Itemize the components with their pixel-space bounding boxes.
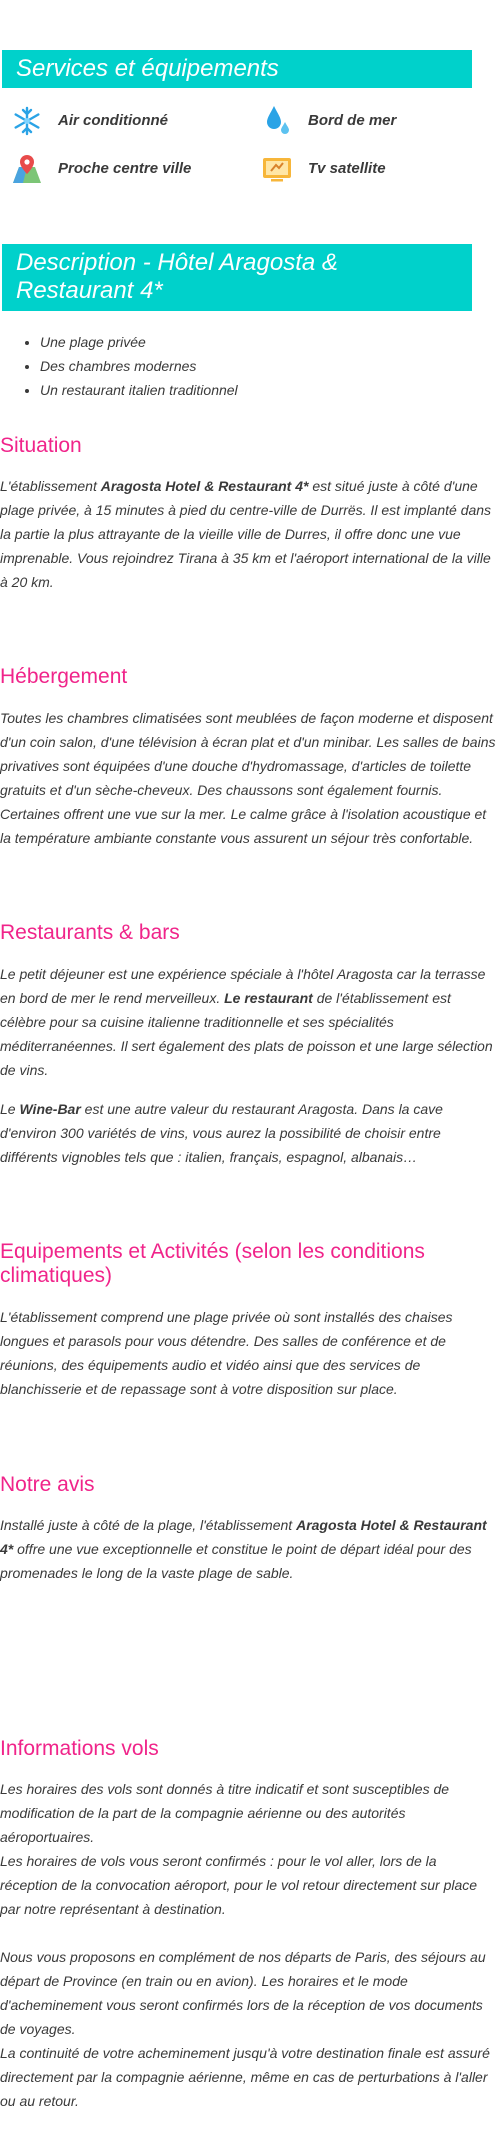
vols-text-2: Les horaires de vols vous seront confirmés : pour le vol aller, lors de la réception de la convocation aéroport, pour le vol retour directement sur place par notre représentant à destination. [0, 1853, 478, 1917]
winebar-label: Wine-Bar [19, 1101, 81, 1117]
service-label: Air conditionné [58, 112, 168, 129]
hotel-name: Aragosta Hotel & Restaurant 4* [0, 1517, 487, 1557]
map-pin-icon [10, 152, 44, 186]
vols-heading: Informations vols [0, 1737, 159, 1760]
service-item [260, 152, 386, 186]
service-label: Proche centre ville [58, 160, 192, 177]
services-section [0, 50, 472, 88]
water-drops-icon [260, 104, 294, 138]
hebergement-text: Toutes les chambres climatisées sont meublées de façon moderne et disposent d'un coin salon, d'une télévision à écran plat et d'un minibar. Les salles de bains privatives sont équipées d'une douche d'hydromassage, d'articles de toilette gratuits et d'un sèche-cheveux. Des chaussons sont également fournis. Certaines offrent une vue sur la mer. Le calme grâce à l'isolation acoustique et la température ambiante constante vous assurent un séjour très confortable. [0, 710, 496, 846]
list-item: • Des chambres modernes [40, 354, 238, 378]
hebergement-heading: Hébergement [0, 665, 128, 688]
services-title: Services et équipements [2, 50, 472, 88]
avis-heading: Notre avis [0, 1473, 95, 1496]
text-span: est situé juste à côté d'une plage privée, à 15 minutes à pied du centre-ville de Durrës. Il est implanté dans la partie la plus attrayante de la vieille ville de Durres, il offre donc une vue imprenable. Vous rejoindrez Tirana à 35 km et l'aéroport international de la ville à 20 km. [0, 478, 492, 590]
service-item [260, 104, 396, 138]
service-item [10, 152, 191, 186]
list-item: • Un restaurant italien traditionnel [40, 378, 238, 402]
vols-text-4: La continuité de votre acheminement jusqu'à votre destination finale est assuré directement par la compagnie aérienne, même en cas de perturbations à l'aller ou au retour. [0, 2045, 490, 2109]
description-section [0, 244, 472, 311]
text-span: Le [0, 1101, 20, 1117]
text-span: L'établissement [0, 478, 101, 494]
text-span: Installé juste à côté de la plage, l'établissement [0, 1517, 297, 1533]
winebar-text [0, 1097, 498, 1169]
text-span: Le petit déjeuner est une expérience spéciale à l'hôtel Aragosta car la terrasse en bord de mer le rend merveilleux. [0, 966, 486, 1006]
description-title: Description - Hôtel Aragosta & Restaurant 4* [2, 244, 472, 311]
service-label: Tv satellite [308, 160, 386, 177]
situation-heading: Situation [0, 434, 82, 457]
vols-text-3: Nous vous proposons en complément de nos départs de Paris, des séjours au départ de Province (en train ou en avion). Les horaires et le mode d'acheminement vous seront confirmés lors de la réception de vos documents de voyages. [0, 1949, 486, 2037]
tv-icon [260, 152, 294, 186]
restaurant-label: Le restaurant [224, 990, 313, 1006]
text-span: offre une vue exceptionnelle et constitue le point de départ idéal pour des promenades le long de la vaste plage de sable. [0, 1541, 472, 1581]
features-list [0, 330, 238, 402]
snowflake-icon [10, 104, 44, 138]
avis-text [0, 1513, 498, 1585]
service-item [10, 104, 168, 138]
restaurants-heading: Restaurants & bars [0, 921, 180, 944]
vols-text-1: Les horaires des vols sont donnés à titre indicatif et sont susceptibles de modification de la part de la compagnie aérienne ou des autorités aéroportuaires. [0, 1781, 450, 1845]
service-label: Bord de mer [308, 112, 397, 129]
list-item: • Une plage privée [40, 330, 238, 354]
restaurants-text [0, 962, 498, 1082]
text-span: de l'établissement est célèbre pour sa cuisine italienne traditionnelle et ses spécialités méditerranéennes. Il sert également des plats de poisson et une large sélection de vins. [0, 990, 493, 1078]
equipements-text: L'établissement comprend une plage privée où sont installés des chaises longues et parasols pour vous détendre. Des salles de conférence et de réunions, des équipements audio et vidéo ainsi que des services de blanchisserie et de repassage sont à votre disposition sur place. [0, 1309, 453, 1397]
text-span: est une autre valeur du restaurant Aragosta. Dans la cave d'environ 300 variétés de vins, vous aurez la possibilité de choisir entre différents vignobles tels que : italien, français, espagnol, albanais… [0, 1101, 443, 1165]
hotel-name: Aragosta Hotel & Restaurant 4* [100, 478, 309, 494]
situation-text [0, 474, 498, 594]
equipements-heading: Equipements et Activités (selon les conditions climatiques) [0, 1240, 425, 1287]
